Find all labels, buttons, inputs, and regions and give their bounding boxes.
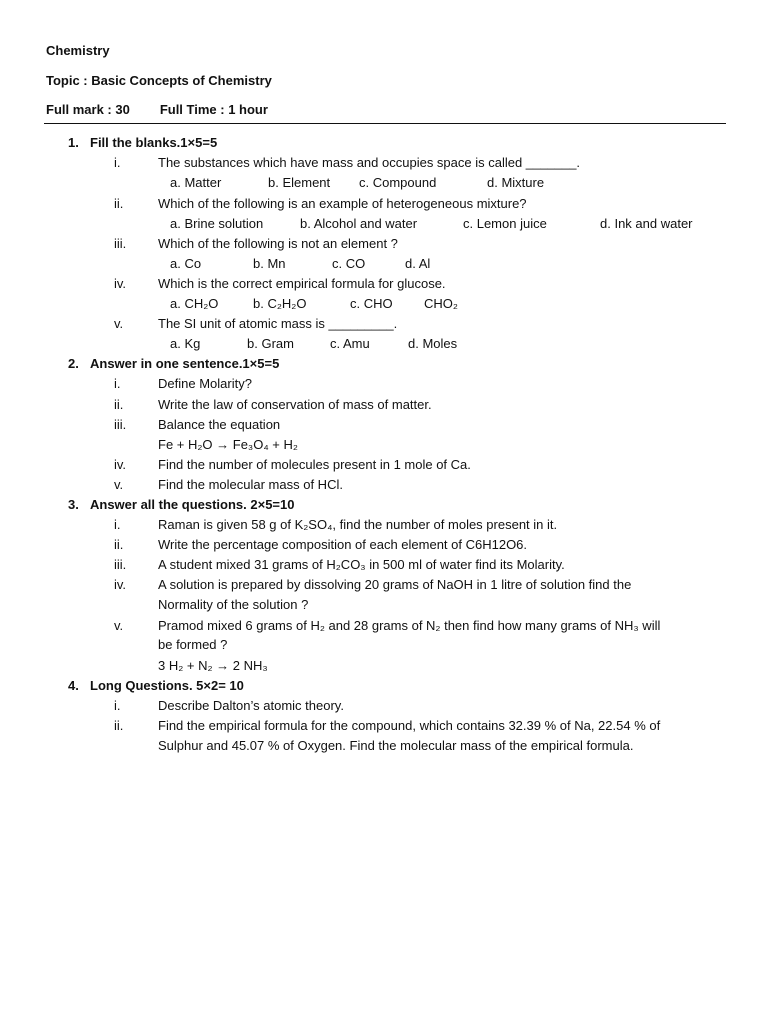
- question-4-2-continuation: Sulphur and 45.07 % of Oxygen. Find the molecular mass of the empirical formula.: [158, 738, 634, 753]
- section-3-title: Answer all the questions. 2×5=10: [90, 497, 295, 512]
- question-1-2-option-b: b. Alcohol and water: [300, 216, 418, 231]
- question-4-2-text: Find the empirical formula for the compound, which contains 32.39 % of Na, 22.54 % of: [158, 718, 661, 733]
- question-1-1-text: The substances which have mass and occupies space is called _______.: [158, 155, 581, 170]
- question-1-4-text: Which is the correct empirical formula for glucose.: [158, 276, 446, 291]
- question-1-2-text: Which of the following is an example of heterogeneous mixture?: [158, 196, 527, 211]
- question-2-3-text: Balance the equation: [158, 417, 281, 432]
- question-1-2-option-c: c. Lemon juice: [463, 216, 547, 231]
- subject-title: Chemistry: [46, 43, 110, 58]
- question-2-2-text: Write the law of conservation of mass of matter.: [158, 397, 432, 412]
- header-divider: [44, 123, 726, 124]
- question-3-4-text: A solution is prepared by dissolving 20 grams of NaOH in 1 litre of solution find the: [158, 577, 632, 592]
- full-time: Full Time : 1 hour: [159, 102, 268, 117]
- section-4-number: 4.: [68, 678, 79, 693]
- question-3-5-equation: 3 H₂ + N₂ → 2 NH₃: [158, 658, 268, 673]
- section-1-number: 1.: [68, 135, 79, 150]
- question-3-2-text: Write the percentage composition of each element of C6H12O6.: [158, 537, 528, 552]
- question-1-1-option-c: c. Compound: [359, 175, 437, 190]
- question-3-5-text: Pramod mixed 6 grams of H₂ and 28 grams of N₂ then find how many grams of NH₃ will: [158, 618, 661, 633]
- question-1-4-option-c: c. CHO: [350, 296, 393, 311]
- question-1-1-numeral: i.: [114, 155, 121, 170]
- question-1-5-option-a: a. Kg: [170, 336, 201, 351]
- question-1-3-option-a: a. Co: [170, 256, 202, 271]
- question-1-5-option-d: d. Moles: [408, 336, 458, 351]
- question-2-1-numeral: i.: [114, 376, 121, 391]
- question-3-5-numeral: v.: [114, 618, 124, 633]
- question-2-5-numeral: v.: [114, 477, 124, 492]
- question-3-5-continuation: be formed ?: [158, 637, 228, 652]
- question-1-2-option-a: a. Brine solution: [170, 216, 264, 231]
- question-3-3-numeral: iii.: [114, 557, 127, 572]
- question-1-2-numeral: ii.: [114, 196, 124, 211]
- section-3-number: 3.: [68, 497, 79, 512]
- question-2-3-numeral: iii.: [114, 417, 127, 432]
- question-3-2-numeral: ii.: [114, 537, 124, 552]
- question-1-5-text: The SI unit of atomic mass is _________.: [158, 316, 398, 331]
- question-3-4-continuation: Normality of the solution ?: [158, 597, 309, 612]
- question-1-5-option-c: c. Amu: [330, 336, 370, 351]
- question-1-3-numeral: iii.: [114, 236, 127, 251]
- question-1-3-option-d: d. Al: [405, 256, 431, 271]
- section-1-title: Fill the blanks.1×5=5: [90, 135, 218, 150]
- question-3-1-text: Raman is given 58 g of K₂SO₄, find the number of moles present in it.: [158, 517, 558, 532]
- question-1-3-text: Which of the following is not an element ?: [158, 236, 398, 251]
- question-1-4-numeral: iv.: [114, 276, 127, 291]
- question-2-4-text: Find the number of molecules present in 1 mole of Ca.: [158, 457, 471, 472]
- question-2-3-equation: Fe + H₂O → Fe₃O₄ + H₂: [158, 437, 298, 452]
- section-2-number: 2.: [68, 356, 79, 371]
- question-2-5-text: Find the molecular mass of HCl.: [158, 477, 343, 492]
- question-1-4-option-a: a. CH₂O: [170, 296, 219, 311]
- section-2-title: Answer in one sentence.1×5=5: [90, 356, 280, 371]
- question-3-4-numeral: iv.: [114, 577, 127, 592]
- question-1-1-option-d: d. Mixture: [487, 175, 545, 190]
- question-1-4-option-d: CHO₂: [424, 296, 458, 311]
- question-1-3-option-b: b. Mn: [253, 256, 286, 271]
- question-2-2-numeral: ii.: [114, 397, 124, 412]
- question-1-3-option-c: c. CO: [332, 256, 366, 271]
- question-4-2-numeral: ii.: [114, 718, 124, 733]
- question-1-4-option-b: b. C₂H₂O: [253, 296, 307, 311]
- question-4-1-text: Describe Dalton’s atomic theory.: [158, 698, 344, 713]
- question-2-1-text: Define Molarity?: [158, 376, 252, 391]
- question-1-5-option-b: b. Gram: [247, 336, 294, 351]
- question-1-1-option-a: a. Matter: [170, 175, 222, 190]
- question-1-5-numeral: v.: [114, 316, 124, 331]
- topic-title: Topic : Basic Concepts of Chemistry: [46, 73, 272, 88]
- question-1-2-option-d: d. Ink and water: [600, 216, 693, 231]
- question-1-1-option-b: b. Element: [268, 175, 331, 190]
- section-4-title: Long Questions. 5×2= 10: [90, 678, 244, 693]
- exam-meta: [46, 102, 268, 117]
- question-3-3-text: A student mixed 31 grams of H₂CO₃ in 500 ml of water find its Molarity.: [158, 557, 565, 572]
- question-2-4-numeral: iv.: [114, 457, 127, 472]
- question-4-1-numeral: i.: [114, 698, 121, 713]
- question-3-1-numeral: i.: [114, 517, 121, 532]
- full-mark: Full mark : 30: [46, 102, 130, 117]
